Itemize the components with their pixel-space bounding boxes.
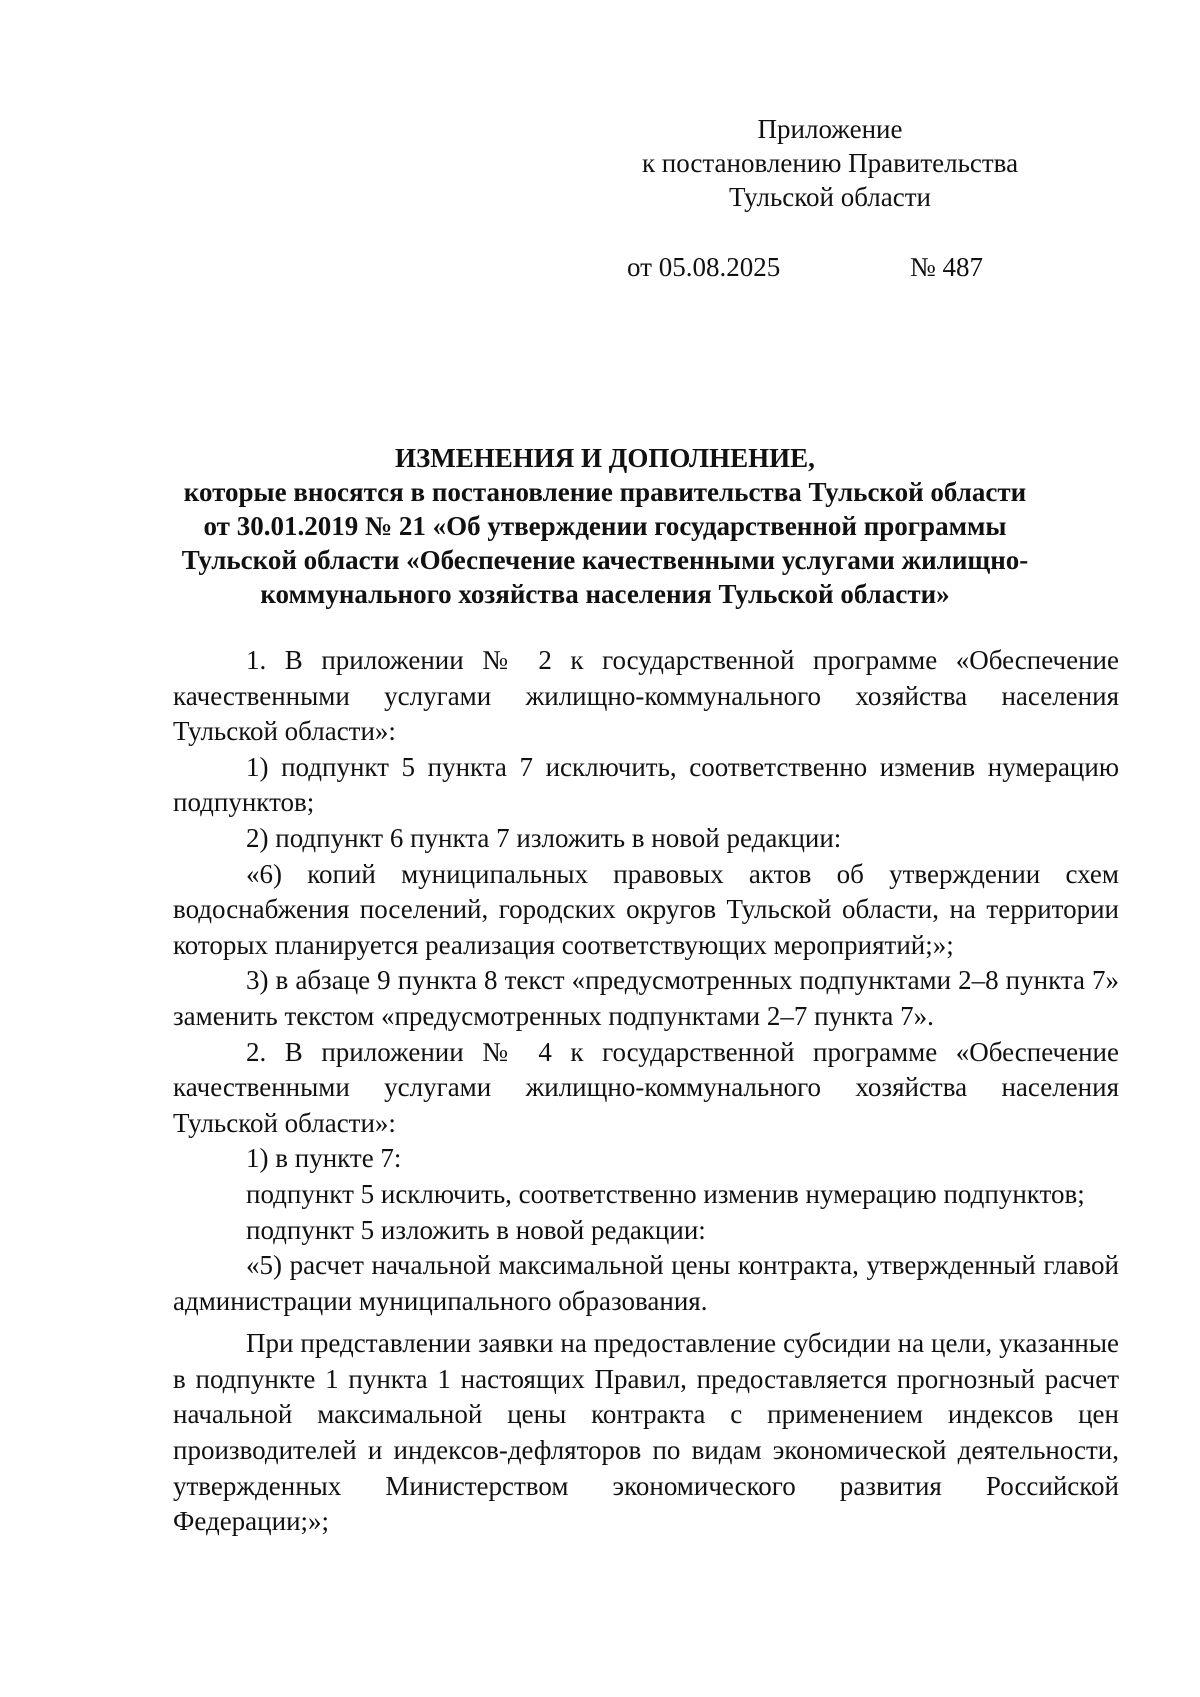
document-title bbox=[150, 441, 1060, 611]
appendix-header bbox=[610, 112, 1050, 214]
document-body bbox=[173, 643, 1119, 1540]
title-line-2: которые вносятся в постановление правительства Тульской области bbox=[183, 477, 1027, 507]
paragraph-subitem-1-1: 1) подпункт 5 пункта 7 исключить, соответственно изменив нумерацию подпунктов; bbox=[173, 751, 1119, 818]
title-line-5: коммунального хозяйства населения Тульской области» bbox=[260, 579, 950, 609]
paragraph-subitem-1-2: 2) подпункт 6 пункта 7 изложить в новой редакции: bbox=[246, 822, 842, 853]
paragraph-exclude-5: подпункт 5 исключить, соответственно изменив нумерацию подпунктов; bbox=[246, 1178, 1085, 1209]
appendix-label: Приложение bbox=[757, 114, 903, 144]
paragraph-subitem-2-1: 1) в пункте 7: bbox=[246, 1143, 402, 1174]
title-line-3: от 30.01.2019 № 21 «Об утверждении государственной программы bbox=[203, 511, 1007, 541]
paragraph-application-note: При представлении заявки на предоставление субсидии на цели, указанные в подпункте 1 пункта 1 настоящих Правил, предоставляется прогнозный расчет начальной максимальной цены контракта с применением индексов цен производителей и индексов-дефляторов по видам экономической деятельности, утвержденных Министерством экономического развития Российской Федерации;»; bbox=[173, 1328, 1119, 1537]
decree-date: от 05.08.2025 bbox=[627, 252, 781, 282]
appendix-decree-ref: к постановлению Правительства bbox=[641, 148, 1019, 178]
paragraph-subitem-1-3: 3) в абзаце 9 пункта 8 текст «предусмотренных подпунктами 2–8 пункта 7» заменить текстом «предусмотренных подпунктами 2–7 пункта 7». bbox=[173, 965, 1119, 1031]
title-line-4: Тульской области «Обеспечение качественными услугами жилищно- bbox=[181, 545, 1029, 575]
title-line-1: ИЗМЕНЕНИЯ И ДОПОЛНЕНИЕ, bbox=[395, 443, 815, 473]
paragraph-item-1: 1. В приложении № 2 к государственной программе «Обеспечение качественными услугами жилищно-коммунального хозяйства населения Тульской области»: bbox=[173, 645, 1119, 747]
appendix-region: Тульской области bbox=[729, 182, 931, 212]
paragraph-restate-5: подпункт 5 изложить в новой редакции: bbox=[246, 1214, 706, 1245]
paragraph-quote-5: «5) расчет начальной максимальной цены контракта, утвержденный главой администрации муниципального образования. bbox=[173, 1250, 1119, 1316]
paragraph-quote-6: «6) копий муниципальных правовых актов об утверждении схем водоснабжения поселений, городских округов Тульской области, на территории которых планируется реализация соответствующих мероприятий;»; bbox=[173, 858, 1119, 960]
decree-number: № 487 bbox=[910, 252, 984, 282]
paragraph-item-2: 2. В приложении № 4 к государственной программе «Обеспечение качественными услугами жилищно-коммунального хозяйства населения Тульской области»: bbox=[173, 1036, 1119, 1138]
